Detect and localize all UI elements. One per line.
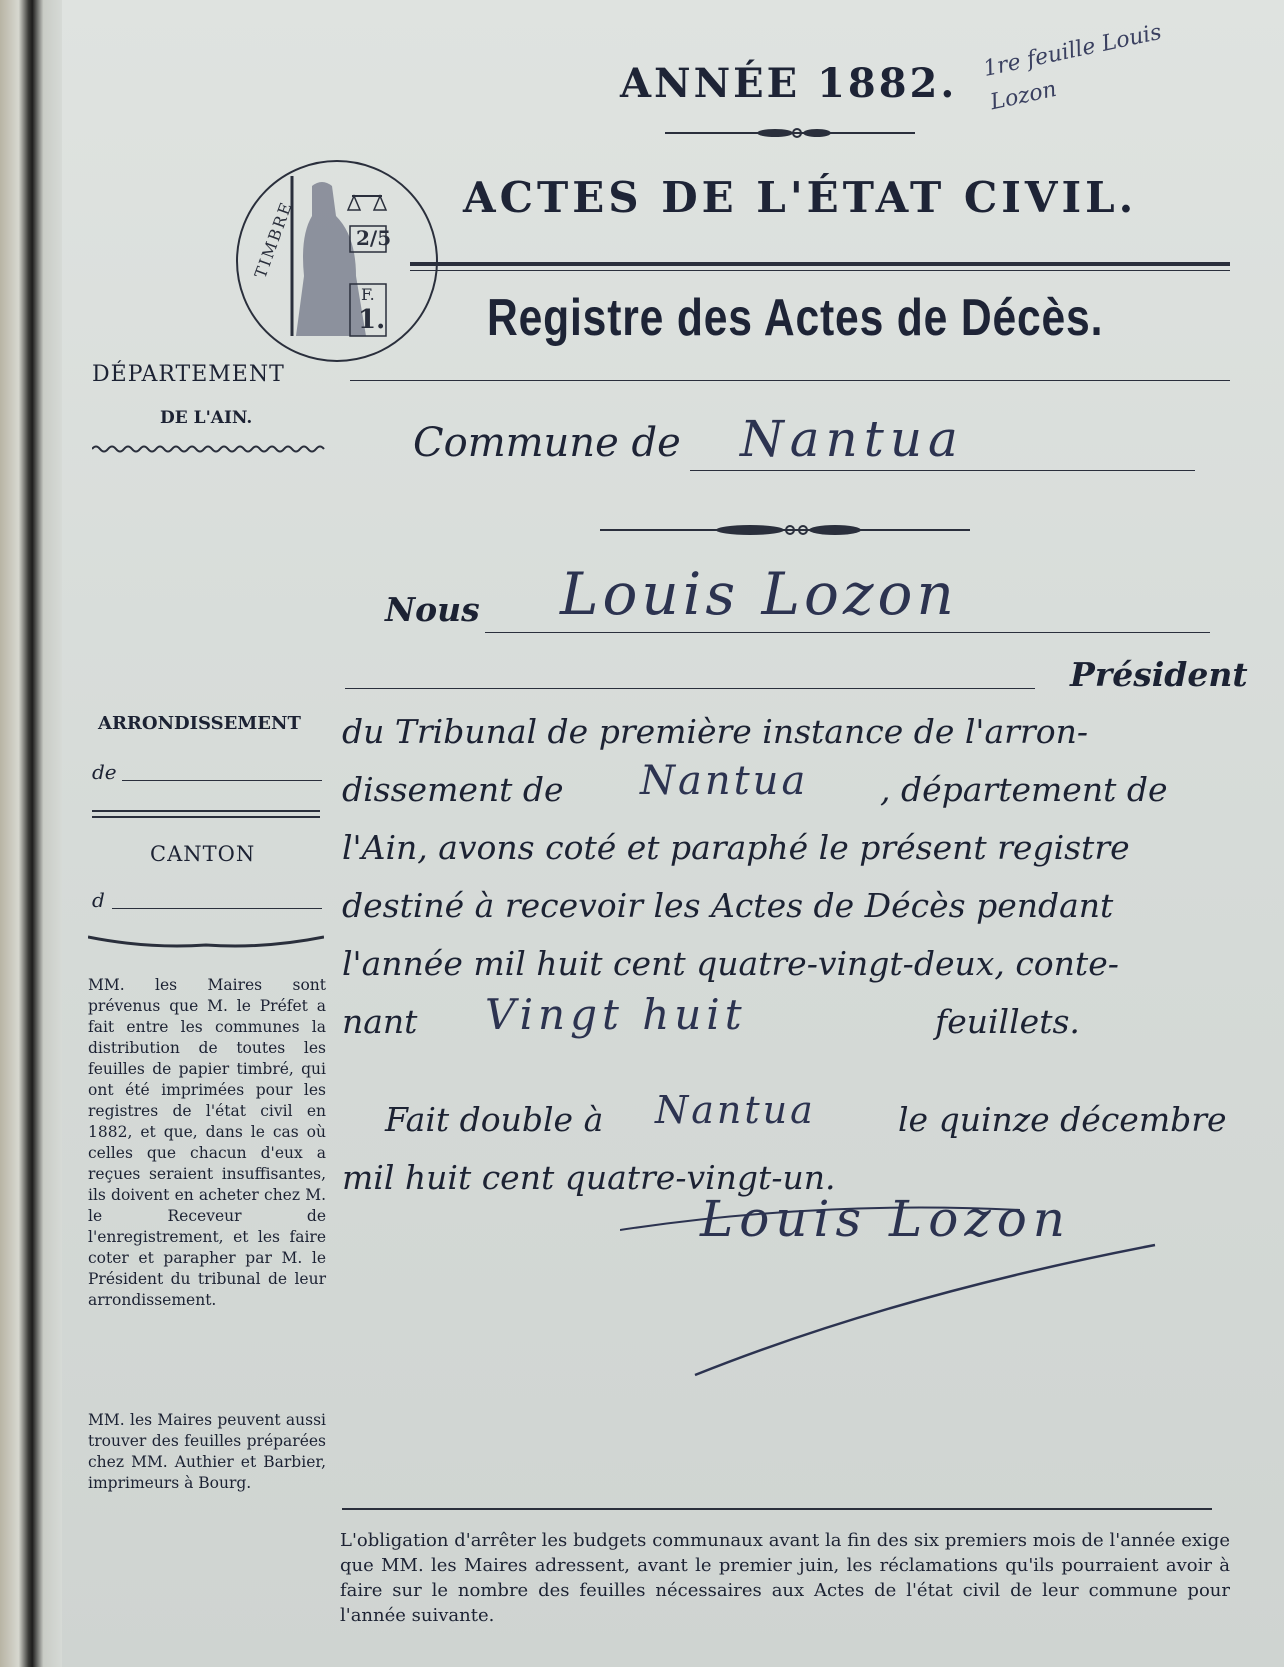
nous-label: Nous <box>385 590 480 629</box>
actes-title: ACTES DE L'ÉTAT CIVIL. <box>463 173 1138 222</box>
header-rule-thin <box>410 270 1230 271</box>
stamp-letter: F. <box>361 285 375 304</box>
stamp-number: 1. <box>358 305 386 335</box>
body-line-1: du Tribunal de première instance de l'arron- <box>342 712 1088 751</box>
arr-line <box>122 780 322 781</box>
stamp-value: 2/5 <box>356 226 392 250</box>
departement-rule <box>350 380 1230 381</box>
commune-line <box>690 470 1195 471</box>
canton-label: CANTON <box>150 842 256 866</box>
ornament-divider-top <box>665 125 915 141</box>
signature: Louis Lozon <box>700 1190 1072 1248</box>
body-line-2b: , département de <box>880 770 1168 809</box>
stamp-timbre-label: TIMBRE <box>250 198 297 281</box>
arr-handwritten: Nantua <box>640 758 809 804</box>
nous-line-2 <box>345 688 1035 689</box>
ornament-divider-mid <box>600 521 970 539</box>
nous-handwritten: Louis Lozon <box>560 560 958 628</box>
binding-edge <box>0 0 62 1667</box>
body-line-7a: Fait double à <box>385 1100 604 1139</box>
body-line-8: mil huit cent quatre-vingt-un. <box>342 1158 836 1197</box>
body-line-2a: dissement de <box>342 770 564 809</box>
president-label: Président <box>1070 655 1248 694</box>
departement-label: DÉPARTEMENT <box>92 362 285 387</box>
maires-note-2: MM. les Maires peuvent aussi trouver des feuilles préparées chez MM. Authier et Barbier, imprimeurs à Bourg. <box>88 1411 326 1492</box>
departement-name: DE L'AIN. <box>160 408 253 428</box>
body-line-6a: nant <box>342 1002 418 1041</box>
signature-flourish <box>620 1190 1180 1390</box>
feuillets-handwritten: Vingt huit <box>485 990 747 1039</box>
budget-footnote: L'obligation d'arrêter les budgets communaux avant la fin des six premiers mois de l'année exige que MM. les Maires adressent, avant le premier juin, les réclamations qu'ils pourraient avoir à faire sur le nombre des feuilles nécessaires aux Actes de l'état civil de leur commune pour l'année suivante. <box>340 1530 1230 1626</box>
year-title: ANNÉE 1882. <box>620 60 958 107</box>
canton-line <box>112 908 322 909</box>
arr-double-rule-2 <box>92 816 320 818</box>
body-line-7b: le quinze décembre <box>898 1100 1227 1139</box>
body-line-3: l'Ain, avons coté et paraphé le présent registre <box>342 828 1130 867</box>
body-line-4: destiné à recevoir les Actes de Décès pendant <box>342 886 1114 925</box>
wavy-divider <box>92 444 328 454</box>
canton-bracket <box>88 935 324 949</box>
nous-line <box>485 632 1210 633</box>
commune-label: Commune de <box>413 420 681 466</box>
arr-double-rule-1 <box>92 810 320 812</box>
margin-note: 1re feuille Louis Lozon <box>981 19 1164 116</box>
body-line-6b: feuillets. <box>935 1002 1080 1041</box>
footer-rule <box>342 1508 1212 1510</box>
arr-de-label: de <box>92 760 117 784</box>
header-rule-thick <box>410 262 1230 266</box>
arrondissement-label: ARRONDISSEMENT <box>98 713 301 734</box>
fait-handwritten: Nantua <box>655 1088 816 1132</box>
maires-note-1: MM. les Maires sont prévenus que M. le Préfet a fait entre les communes la distribution de toutes les feuilles de papier timbré, qui ont été imprimées pour les registres de l'état civil en 1882, et que, dans le cas où celles que chacun d'eux a reçues seraient insuffisantes, ils doivent en acheter chez M. le Receveur de l'enregistrement, et les faire coter et parapher par M. le Président du tribunal de leur arrondissement. <box>88 976 326 1309</box>
body-line-5: l'année mil huit cent quatre-vingt-deux, conte- <box>342 944 1119 983</box>
registre-title: Registre des Actes de Décès. <box>487 289 1104 347</box>
canton-d-label: d <box>92 888 105 912</box>
commune-handwritten: Nantua <box>740 410 964 468</box>
